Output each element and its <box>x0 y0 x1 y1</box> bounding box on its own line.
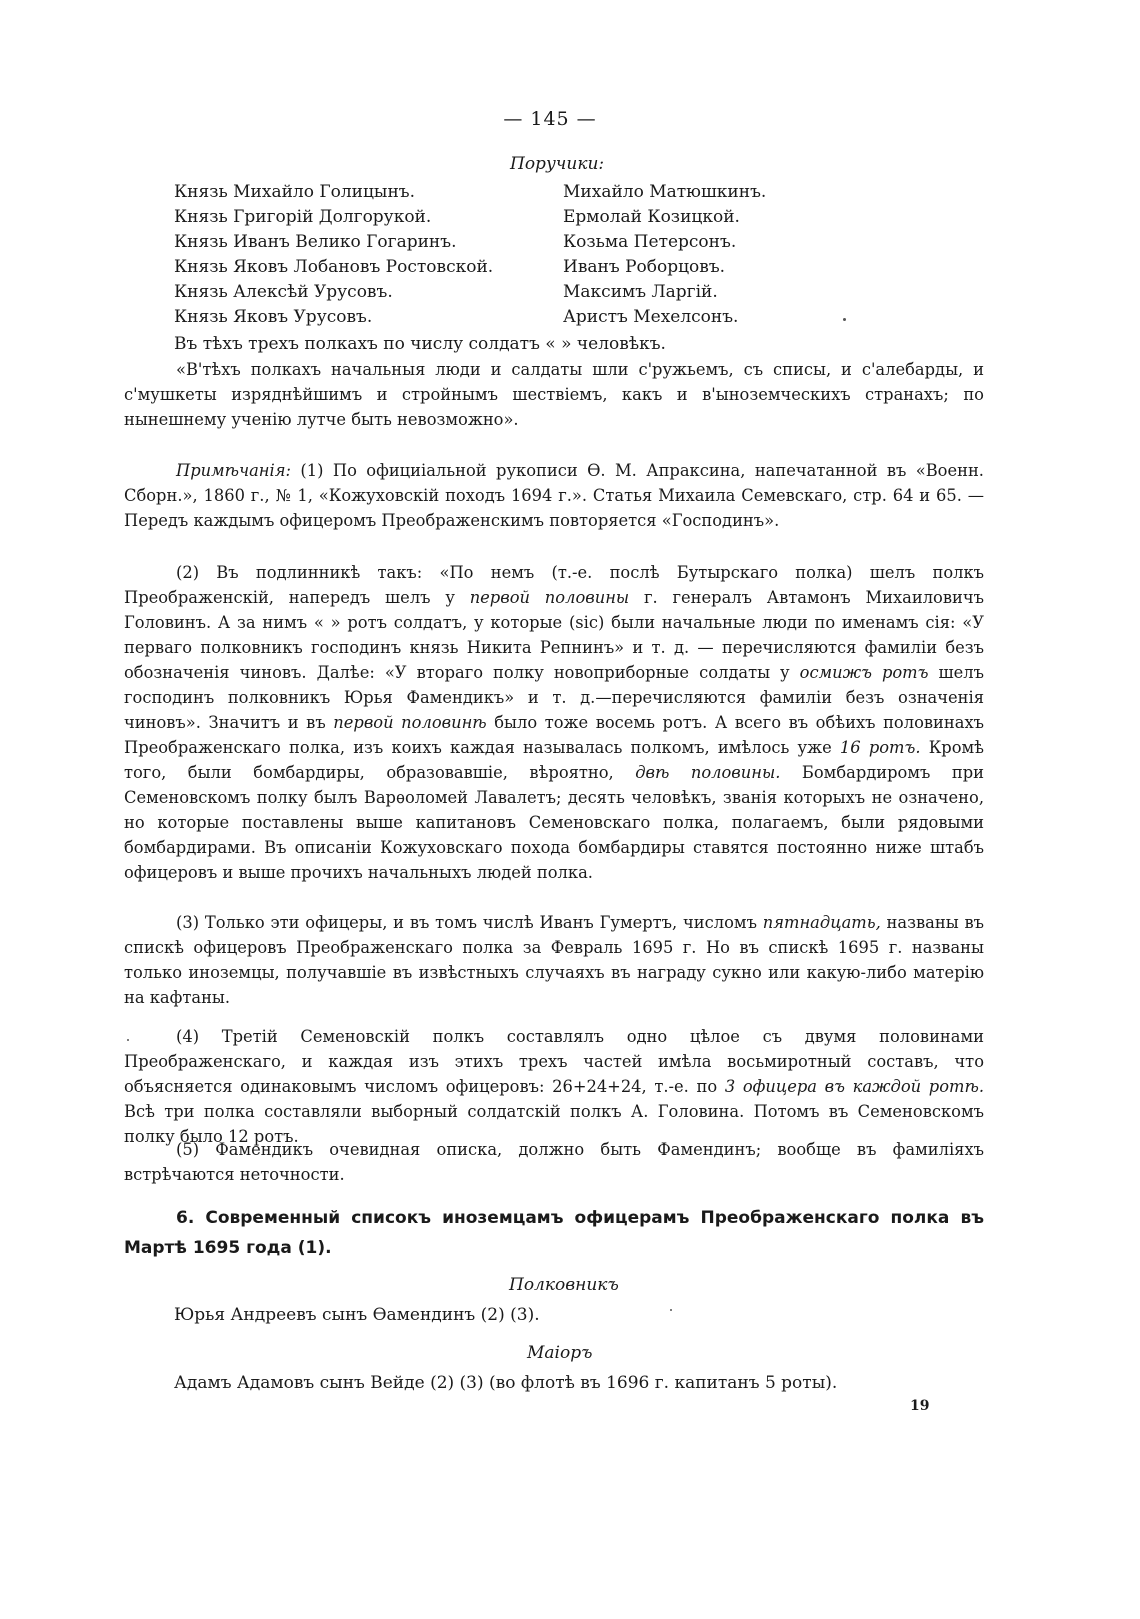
major-heading: Маіоръ <box>527 1343 593 1363</box>
quote-paragraph <box>124 357 984 432</box>
soldiers-line: Въ тѣхъ трехъ полкахъ по числу солдатъ « » человѣкъ. <box>174 334 666 354</box>
list-item: Иванъ Роборцовъ. <box>563 257 726 277</box>
note-4-text: Всѣ три полка составляли выборный солдатскій полкъ А. Головина. Потомъ въ Семеновскомъ полку было 12 ротъ. <box>124 1102 984 1146</box>
note-2-text: Бомбардиромъ при Семеновскомъ полку былъ Варѳоломей Лавалетъ; десять человѣкъ, званія которыхъ не означено, но которые поставлены выше капитановъ Семеновскаго полка, полагаемъ, были рядовыми бомбардирами. Въ описаніи Кожуховскаго похода бомбардиры ставятся постоянно ниже штабъ офицеровъ и выше прочихъ начальныхъ людей полка. <box>124 763 984 882</box>
sheet-signature: 19 <box>910 1398 930 1414</box>
colonel-heading: Полковникъ <box>509 1275 619 1295</box>
list-item: Князь Алексѣй Урусовъ. <box>174 282 393 302</box>
note-2-text: было тоже восемь ротъ. А всего въ обѣихъ половинахъ Преображенскаго полка, изъ коихъ каждая называлась полкомъ, имѣлось уже <box>124 713 984 757</box>
note-2-text: шелъ господинъ полковникъ Юрья Фамендикъ» и т. д.—перечисляются фамиліи безъ означенія чиновъ». Значитъ и въ <box>124 663 984 732</box>
note-3 <box>124 910 984 1010</box>
ink-speck <box>843 318 846 321</box>
note-2-italic: первой половинѣ <box>333 713 487 732</box>
note-2-italic: двѣ половины. <box>635 763 781 782</box>
note-4 <box>124 1024 984 1149</box>
note-3-text: (3) Только эти офицеры, и въ томъ числѣ Иванъ Гумертъ, числомъ <box>176 913 763 932</box>
lieutenants-left-column <box>174 180 493 330</box>
note-2-italic: первой половины <box>469 588 630 607</box>
note-5 <box>124 1137 984 1187</box>
note-4-italic: 3 офицера въ каждой ротѣ. <box>724 1077 984 1096</box>
page-number: — 145 — <box>503 108 597 130</box>
list-item: Князь Иванъ Велико Гогаринъ. <box>174 232 457 252</box>
note-2-italic: осмижъ ротъ <box>799 663 929 682</box>
note-4-text: (4) Третій Семеновскій полкъ составлялъ одно цѣлое съ двумя половинами Преображенскаго, и каждая изъ этихъ трехъ частей имѣла восьмиротный составъ, что объясняется одинаковымъ числомъ офицеровъ: 26+24+24, т.-е. по <box>124 1027 984 1096</box>
lieutenants-heading: Поручики: <box>510 154 605 174</box>
note-2-text: (2) Въ подлинникѣ такъ: «По немъ (т.-е. послѣ Бутырскаго полка) шелъ полкъ Преображенскій, напередъ шелъ у <box>124 563 984 607</box>
list-item: Князь Яковъ Урусовъ. <box>174 307 373 327</box>
list-item: Козьма Петерсонъ. <box>563 232 737 252</box>
lieutenants-right-column <box>563 180 766 330</box>
section-6-title <box>124 1203 984 1263</box>
list-item: Князь Григорій Долгорукой. <box>174 207 432 227</box>
note-3-italic: пятнадцать, <box>762 913 881 932</box>
list-item: Князь Яковъ Лобановъ Ростовской. <box>174 257 494 277</box>
list-item: Князь Михайло Голицынъ. <box>174 182 416 202</box>
list-item: Ермолай Козицкой. <box>563 207 740 227</box>
notes-label: Примѣчанія: <box>176 461 292 480</box>
note-3-text: названы въ спискѣ офицеровъ Преображенскаго полка за Февраль 1695 г. Но въ спискѣ 1695 г. названы только иноземцы, получавшіе въ извѣстныхъ случаяхъ въ награду сукно или какую-либо матерію на кафтаны. <box>124 913 985 1007</box>
note-5-text: (5) Фамендикъ очевидная описка, должно быть Фамендинъ; вообще въ фамиліяхъ встрѣчаются неточности. <box>124 1140 984 1184</box>
major-entry: Адамъ Адамовъ сынъ Вейде (2) (3) (во флотѣ въ 1696 г. капитанъ 5 роты). <box>174 1373 838 1393</box>
section-6-title-text: 6. Современный списокъ иноземцамъ офицерамъ Преображенскаго полка въ Мартѣ 1695 года (1). <box>124 1208 984 1258</box>
list-item: Михайло Матюшкинъ. <box>563 182 767 202</box>
list-item: Максимъ Ларгій. <box>563 282 718 302</box>
note-2-text: Кромѣ того, были бомбардиры, образовавшіе, вѣроятно, <box>124 738 985 782</box>
note-2-text: г. генералъ Автамонъ Михаиловичъ Головинъ. А за нимъ « » ротъ солдатъ, у которые (sic) были начальные люди по именамъ сія: «У перваго полковникъ господинъ князь Никита Репнинъ» и т. д. — перечисляются фамиліи безъ обозначенія чиновъ. Далѣе: «У втораго полку новоприборные солдаты у <box>124 588 984 682</box>
quote-text: «В'тѣхъ полкахъ начальныя люди и салдаты шли с'ружьемъ, съ списы, и с'алебарды, и с'мушкеты изряднѣйшимъ и стройнымъ шествіемъ, какъ и в'ыноземческихъ странахъ; по нынешнему ученію лутче быть невозможно». <box>124 360 984 429</box>
note-2-italic: 16 ротъ. <box>839 738 921 757</box>
note-1-text: (1) По официіальной рукописи Ѳ. М. Апраксина, напечатанной въ «Военн. Сборн.», 1860 г., № 1, «Кожуховскій походъ 1694 г.». Статья Михаила Семевскаго, стр. 64 и 65. — Передъ каждымъ офицеромъ Преображенскимъ повторяется «Господинъ». <box>124 461 984 530</box>
colonel-entry: Юрья Андреевъ сынъ Ѳамендинъ (2) (3). <box>174 1305 540 1325</box>
note-2 <box>124 560 984 885</box>
ink-speck <box>670 1309 672 1311</box>
note-1 <box>124 458 984 533</box>
list-item: Аристъ Мехелсонъ. <box>563 307 739 327</box>
